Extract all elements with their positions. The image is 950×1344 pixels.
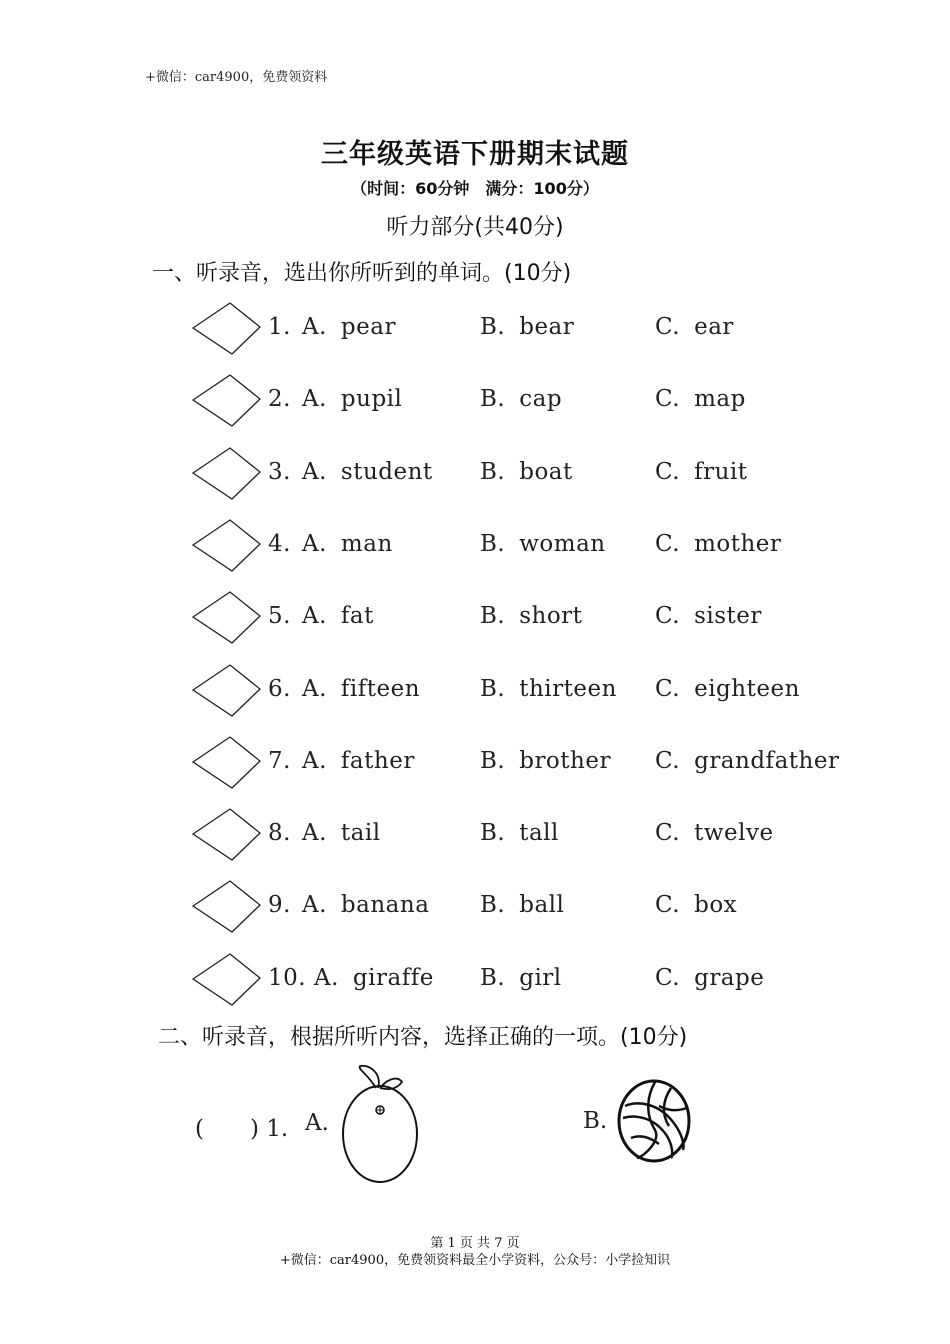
question-row [190, 445, 870, 505]
question-number-word: 3. [268, 458, 291, 485]
question-row [190, 372, 870, 432]
option-a-letter: A. [302, 386, 327, 413]
option-b-letter: B. [480, 530, 506, 557]
question-number [268, 603, 291, 629]
option-a-word: father [340, 747, 415, 774]
option-c [655, 820, 774, 846]
option-b-word: thirteen [519, 675, 617, 702]
question-row [190, 878, 870, 938]
option-c-letter: C. [655, 747, 681, 774]
option-a-word: giraffe [352, 964, 434, 991]
question-number-word: 9. [268, 892, 291, 919]
option-c-word: fruit [694, 458, 748, 485]
option-a-word: pupil [340, 386, 403, 413]
option-c-letter: C. [655, 892, 681, 919]
option-b-word: ball [519, 892, 565, 919]
question-number-word: 1. [268, 314, 291, 340]
question-row [190, 517, 870, 577]
option-b-word: girl [519, 964, 562, 991]
option-a [302, 314, 396, 340]
option-c-letter: C. [655, 964, 681, 991]
option-c-word: map [694, 386, 746, 413]
option-a-letter: A. [302, 892, 327, 919]
question-number-word: 6. [268, 675, 291, 702]
option-c [655, 676, 800, 702]
answer-diamond-box[interactable] [190, 806, 264, 864]
option-b-letter: B. [480, 603, 506, 630]
footer-note: +微信：car4900，免费领资料最全小学资料，公众号：小学捡知识 [279, 1253, 671, 1268]
option-a-word: pear [340, 314, 396, 340]
option-b-letter: B. [480, 747, 506, 774]
question-number [268, 820, 291, 846]
option-c [655, 531, 781, 557]
question-number-word: 7. [268, 747, 291, 774]
option-c [655, 965, 764, 991]
question-number [268, 459, 291, 485]
question-number [268, 314, 291, 340]
question-number-word: 5. [268, 603, 291, 630]
option-b-word: cap [519, 386, 563, 413]
question-row [190, 589, 870, 649]
option-c [655, 603, 762, 629]
option-b-word: bear [519, 314, 575, 340]
question-number-word: 2. [268, 386, 291, 413]
option-c-word: mother [694, 530, 782, 557]
option-a [302, 748, 415, 774]
header-note: +微信：car4900，免费领资料 [145, 70, 328, 85]
answer-diamond-box[interactable] [190, 372, 264, 430]
option-b [480, 386, 562, 412]
question-number-word: 4. [268, 530, 291, 557]
question-row [190, 662, 870, 722]
option-b [480, 676, 617, 702]
option-b-letter: B. [480, 820, 506, 847]
option-c-letter: C. [655, 603, 681, 630]
exam-info: （时间：60分钟 满分：100分） [351, 179, 599, 198]
answer-diamond-box[interactable] [190, 878, 264, 936]
option-b [480, 314, 574, 340]
option-c-word: ear [694, 314, 734, 340]
question-row [190, 806, 870, 866]
option-a-letter: A. [302, 747, 327, 774]
option-b-letter: B. [480, 458, 506, 485]
option-c-letter: C. [655, 314, 681, 340]
answer-diamond-box[interactable] [190, 445, 264, 503]
option-b [480, 748, 611, 774]
question-number [268, 748, 291, 774]
option-a-letter: A. [302, 314, 327, 340]
option-c [655, 314, 734, 340]
option-a [302, 603, 374, 629]
option-c-letter: C. [655, 458, 681, 485]
section-2-heading: 二、听录音，根据所听内容，选择正确的一项。(10分) [158, 1025, 688, 1050]
section-1-heading: 一、听录音，选出你所听到的单词。(10分) [152, 261, 572, 286]
option-a [302, 386, 402, 412]
part-title: 听力部分(共40分) [386, 215, 564, 240]
option-a-word: fat [340, 603, 374, 630]
answer-diamond-box[interactable] [190, 589, 264, 647]
option-a [314, 965, 434, 991]
option-b [480, 603, 582, 629]
answer-diamond-box[interactable] [190, 951, 264, 1009]
option-b-word: woman [519, 530, 606, 557]
option-b-letter: B. [480, 892, 506, 919]
option-a [302, 531, 393, 557]
option-c-letter: C. [655, 675, 681, 702]
option-a-letter: A. [302, 675, 327, 702]
question-number [268, 531, 291, 557]
option-a-word: banana [340, 892, 430, 919]
option-a-letter: A. [314, 964, 339, 991]
option-c [655, 748, 839, 774]
option-c-letter: C. [655, 820, 681, 847]
option-b-word: short [519, 603, 583, 630]
option-b-letter: B. [480, 675, 506, 702]
answer-diamond-box[interactable] [190, 517, 264, 575]
q1-option-a-label: A. [305, 1110, 329, 1136]
option-a-word: man [340, 530, 393, 557]
option-c-word: box [694, 892, 738, 919]
option-c-word: sister [694, 603, 762, 630]
q1-answer-blank[interactable]: ( ) 1. [195, 1116, 289, 1142]
option-a-letter: A. [302, 458, 327, 485]
option-b [480, 820, 559, 846]
volleyball-picture [615, 1078, 695, 1166]
option-b [480, 965, 562, 991]
option-b-word: boat [519, 458, 573, 485]
option-c [655, 386, 746, 412]
question-number-word: 10. [268, 964, 307, 991]
orange-picture [338, 1062, 428, 1186]
option-b-letter: B. [480, 314, 506, 340]
page-number: 第 1 页 共 7 页 [430, 1236, 520, 1251]
option-a-word: tail [340, 820, 381, 847]
option-a-letter: A. [302, 820, 327, 847]
page-title: 三年级英语下册期末试题 [321, 139, 629, 170]
option-b-word: tall [519, 820, 559, 847]
answer-diamond-box[interactable] [190, 662, 264, 720]
option-a [302, 676, 420, 702]
option-c-word: grape [694, 964, 765, 991]
option-a [302, 459, 433, 485]
question-number [268, 892, 291, 918]
answer-diamond-box[interactable] [190, 300, 264, 358]
option-c-word: grandfather [694, 747, 840, 774]
option-c-word: eighteen [694, 675, 800, 702]
question-number-word: 8. [268, 820, 291, 847]
option-c-letter: C. [655, 386, 681, 413]
option-b-word: brother [519, 747, 611, 774]
option-b [480, 531, 606, 557]
question-number [268, 965, 306, 991]
option-a-word: student [340, 458, 433, 485]
option-b-letter: B. [480, 964, 506, 991]
option-c [655, 459, 748, 485]
option-a [302, 820, 381, 846]
option-c-letter: C. [655, 530, 681, 557]
option-a [302, 892, 429, 918]
question-number [268, 676, 291, 702]
option-b [480, 459, 573, 485]
option-a-letter: A. [302, 603, 327, 630]
question-row [190, 951, 870, 1011]
question-row [190, 734, 870, 794]
question-row [190, 300, 870, 360]
q1-option-b-label: B. [583, 1108, 608, 1134]
option-a-word: fifteen [340, 675, 421, 702]
option-b-letter: B. [480, 386, 506, 413]
question-number [268, 386, 291, 412]
option-b [480, 892, 564, 918]
option-c-word: twelve [694, 820, 774, 847]
option-a-letter: A. [302, 530, 327, 557]
answer-diamond-box[interactable] [190, 734, 264, 792]
option-c [655, 892, 737, 918]
